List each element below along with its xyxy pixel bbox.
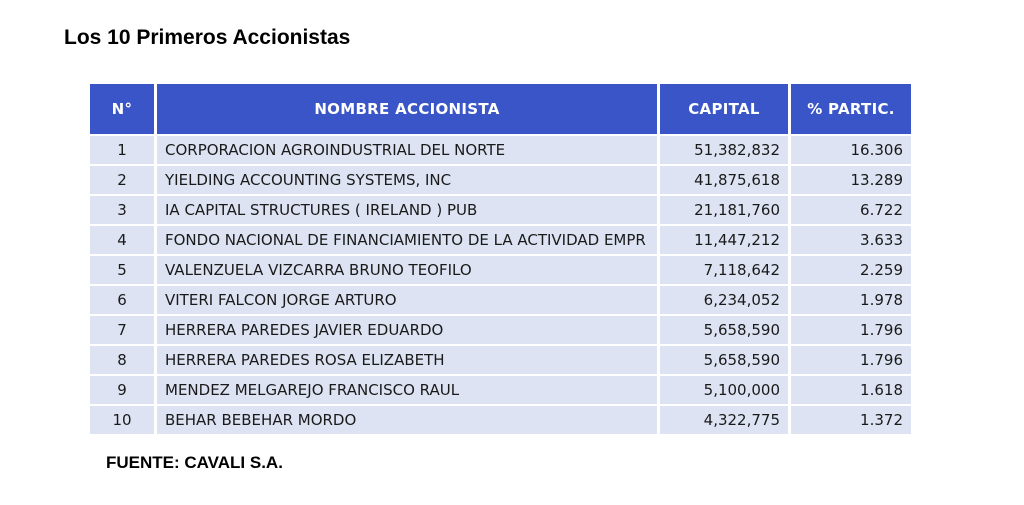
row-percent: 1.618 (791, 376, 911, 404)
row-capital: 51,382,832 (660, 136, 788, 164)
row-capital: 5,658,590 (660, 346, 788, 374)
row-capital: 5,658,590 (660, 316, 788, 344)
table-row (90, 256, 911, 284)
row-name: IA CAPITAL STRUCTURES ( IRELAND ) PUB (157, 196, 657, 224)
row-capital: 11,447,212 (660, 226, 788, 254)
row-number: 6 (90, 286, 154, 314)
row-number: 9 (90, 376, 154, 404)
row-percent: 13.289 (791, 166, 911, 194)
row-number: 7 (90, 316, 154, 344)
header-num: N° (90, 84, 154, 134)
table-row (90, 346, 911, 374)
table-header-row (90, 84, 911, 134)
row-number: 5 (90, 256, 154, 284)
table-row (90, 406, 911, 434)
row-percent: 1.978 (791, 286, 911, 314)
row-capital: 4,322,775 (660, 406, 788, 434)
row-percent: 1.372 (791, 406, 911, 434)
header-name: NOMBRE ACCIONISTA (157, 84, 657, 134)
table-row (90, 376, 911, 404)
row-name: BEHAR BEBEHAR MORDO (157, 406, 657, 434)
table-row (90, 196, 911, 224)
row-name: YIELDING ACCOUNTING SYSTEMS, INC (157, 166, 657, 194)
row-capital: 21,181,760 (660, 196, 788, 224)
table-row (90, 166, 911, 194)
row-percent: 6.722 (791, 196, 911, 224)
row-name: FONDO NACIONAL DE FINANCIAMIENTO DE LA ACTIVIDAD EMPR (157, 226, 657, 254)
page-title: Los 10 Primeros Accionistas (64, 26, 351, 49)
row-name: VALENZUELA VIZCARRA BRUNO TEOFILO (157, 256, 657, 284)
row-capital: 7,118,642 (660, 256, 788, 284)
table-row (90, 316, 911, 344)
row-number: 3 (90, 196, 154, 224)
row-percent: 1.796 (791, 346, 911, 374)
row-capital: 41,875,618 (660, 166, 788, 194)
row-capital: 5,100,000 (660, 376, 788, 404)
table-row (90, 136, 911, 164)
header-pct: % PARTIC. (791, 84, 911, 134)
table-row (90, 226, 911, 254)
row-percent: 3.633 (791, 226, 911, 254)
row-number: 2 (90, 166, 154, 194)
table-row (90, 286, 911, 314)
row-number: 10 (90, 406, 154, 434)
row-number: 4 (90, 226, 154, 254)
row-number: 8 (90, 346, 154, 374)
row-percent: 1.796 (791, 316, 911, 344)
row-number: 1 (90, 136, 154, 164)
row-percent: 2.259 (791, 256, 911, 284)
row-capital: 6,234,052 (660, 286, 788, 314)
row-name: MENDEZ MELGAREJO FRANCISCO RAUL (157, 376, 657, 404)
row-name: HERRERA PAREDES ROSA ELIZABETH (157, 346, 657, 374)
header-capital: CAPITAL (660, 84, 788, 134)
row-name: HERRERA PAREDES JAVIER EDUARDO (157, 316, 657, 344)
row-name: CORPORACION AGROINDUSTRIAL DEL NORTE (157, 136, 657, 164)
shareholders-table (87, 82, 914, 436)
row-percent: 16.306 (791, 136, 911, 164)
row-name: VITERI FALCON JORGE ARTURO (157, 286, 657, 314)
source-footer: FUENTE: CAVALI S.A. (106, 453, 283, 472)
